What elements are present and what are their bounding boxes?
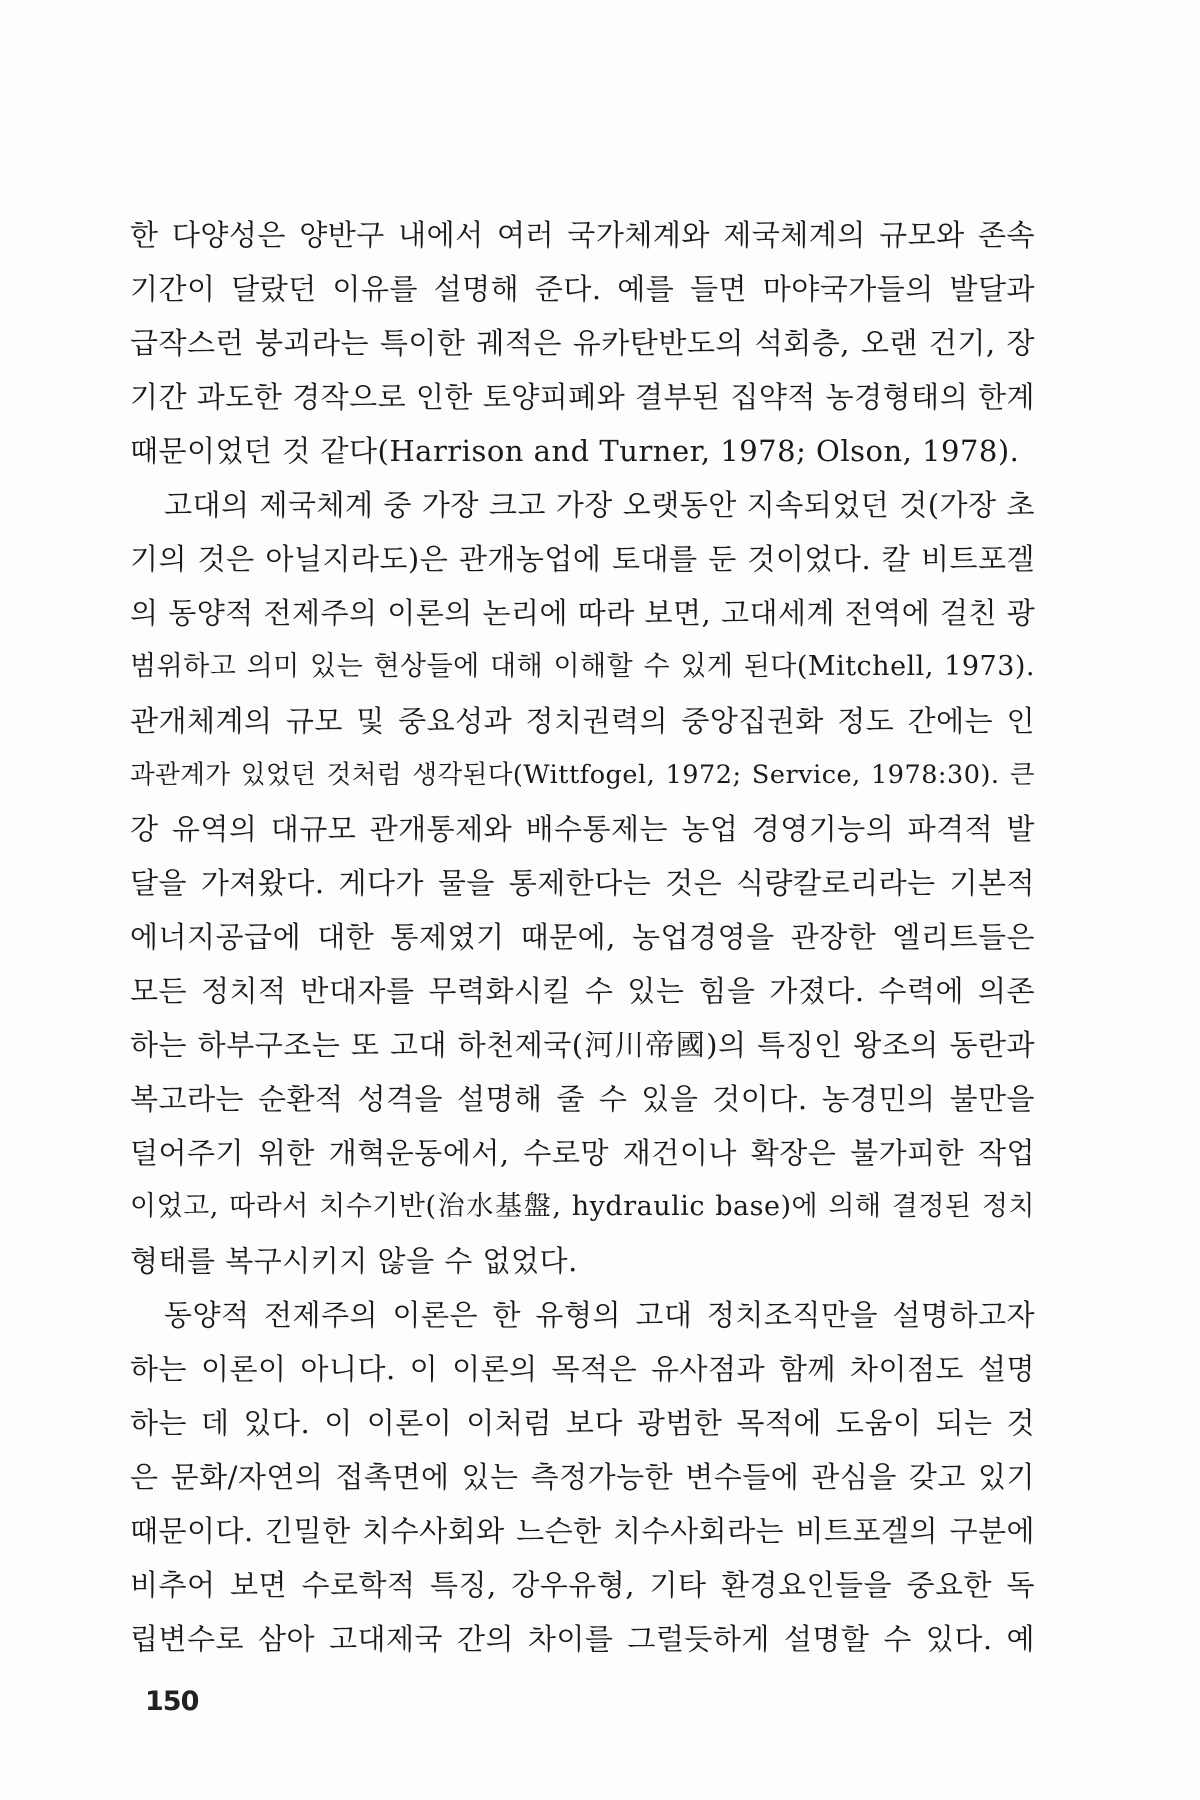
text-line: 동양적 전제주의 이론은 한 유형의 고대 정치조직만을 설명하고자 [164, 1298, 1035, 1332]
text-line: 달을 가져왔다. 게다가 물을 통제한다는 것은 식량칼로리라는 기본적 [130, 866, 1035, 900]
text-line: 복고라는 순환적 성격을 설명해 줄 수 있을 것이다. 농경민의 불만을 [130, 1082, 1035, 1116]
text-line: 고대의 제국체계 중 가장 크고 가장 오랫동안 지속되었던 것(가장 초 [164, 488, 1035, 522]
text-line: 비추어 보면 수로학적 특징, 강우유형, 기타 환경요인들을 중요한 독 [130, 1568, 1035, 1602]
text-line: 급작스런 붕괴라는 특이한 궤적은 유카탄반도의 석회층, 오랜 건기, 장 [130, 326, 1035, 360]
text-line: 이었고, 따라서 치수기반(治水基盤, hydraulic base)에 의해 결정된 정치 [130, 1191, 1035, 1222]
text-line: 한 다양성은 양반구 내에서 여러 국가체계와 제국체계의 규모와 존속 [130, 218, 1035, 252]
page-number: 150 [145, 1686, 199, 1717]
text-line: 에너지공급에 대한 통제였기 때문에, 농업경영을 관장한 엘리트들은 [130, 920, 1035, 954]
text-line: 형태를 복구시키지 않을 수 없었다. [130, 1244, 578, 1278]
text-line: 덜어주기 위한 개혁운동에서, 수로망 재건이나 확장은 불가피한 작업 [130, 1136, 1035, 1170]
text-line: 때문이다. 긴밀한 치수사회와 느슨한 치수사회라는 비트포겔의 구분에 [130, 1514, 1035, 1548]
text-line: 하는 데 있다. 이 이론이 이처럼 보다 광범한 목적에 도움이 되는 것 [130, 1406, 1035, 1440]
body-text [130, 208, 1035, 1666]
text-line: 강 유역의 대규모 관개통제와 배수통제는 농업 경영기능의 파격적 발 [130, 812, 1035, 846]
text-line: 하는 이론이 아니다. 이 이론의 목적은 유사점과 함께 차이점도 설명 [130, 1352, 1035, 1386]
text-line: 때문이었던 것 같다(Harrison and Turner, 1978; Olson, 1978). [130, 434, 1020, 468]
text-line: 범위하고 의미 있는 현상들에 대해 이해할 수 있게 된다(Mitchell, 1973). [130, 651, 1035, 682]
text-line: 과관계가 있었던 것처럼 생각된다(Wittfogel, 1972; Service, 1978:30). 큰 [130, 760, 1035, 790]
text-line: 의 동양적 전제주의 이론의 논리에 따라 보면, 고대세계 전역에 걸친 광 [130, 596, 1036, 630]
text-line: 기간 과도한 경작으로 인한 토양피폐와 결부된 집약적 농경형태의 한계 [130, 380, 1035, 414]
text-line: 기의 것은 아닐지라도)은 관개농업에 토대를 둔 것이었다. 칼 비트포겔 [130, 542, 1035, 576]
text-line: 기간이 달랐던 이유를 설명해 준다. 예를 들면 마야국가들의 발달과 [130, 272, 1035, 306]
text-line: 하는 하부구조는 또 고대 하천제국(河川帝國)의 특징인 왕조의 동란과 [130, 1028, 1035, 1062]
text-line: 모든 정치적 반대자를 무력화시킬 수 있는 힘을 가졌다. 수력에 의존 [130, 974, 1035, 1008]
text-line: 관개체계의 규모 및 중요성과 정치권력의 중앙집권화 정도 간에는 인 [130, 704, 1035, 738]
text-line: 은 문화/자연의 접촉면에 있는 측정가능한 변수들에 관심을 갖고 있기 [130, 1460, 1035, 1494]
text-line: 립변수로 삼아 고대제국 간의 차이를 그럴듯하게 설명할 수 있다. 예 [130, 1622, 1035, 1656]
